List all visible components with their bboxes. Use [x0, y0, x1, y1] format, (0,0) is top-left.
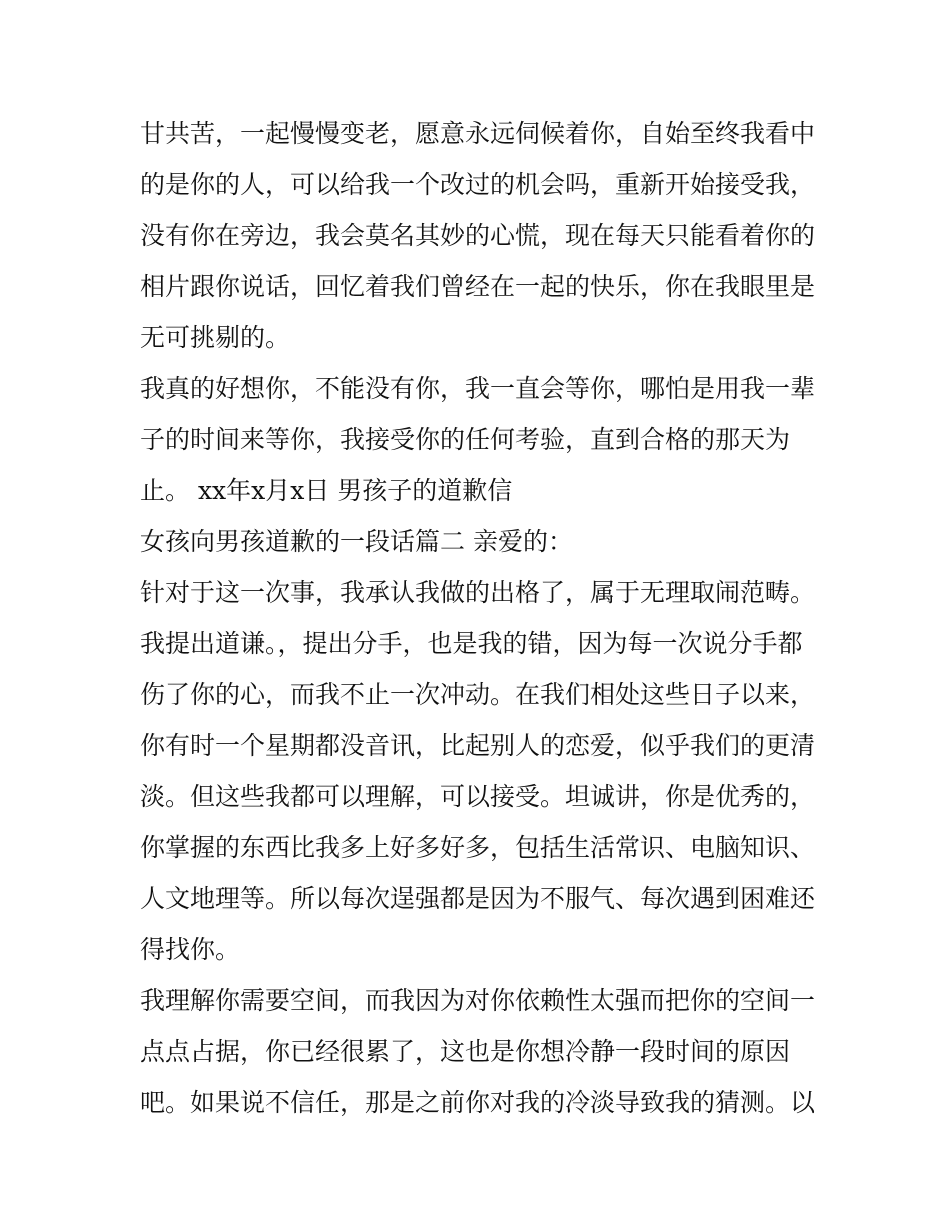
- text-line: 的是你的人，可以给我一个改过的机会吗，重新开始接受我，: [140, 170, 816, 199]
- text-line: 你有时一个星期都没音讯，比起别人的恋爱，似乎我们的更清: [140, 731, 816, 760]
- text-line: 人文地理等。所以每次逞强都是因为不服气、每次遇到困难还: [140, 884, 816, 913]
- text-line: 你掌握的东西比我多上好多好多，包括生活常识、电脑知识、: [140, 833, 816, 862]
- text-line: 针对于这一次事，我承认我做的出格了，属于无理取闹范畴。: [140, 578, 816, 607]
- text-line: 点点占据，你已经很累了，这也是你想冷静一段时间的原因: [140, 1037, 791, 1066]
- text-line: 甘共苦，一起慢慢变老，愿意永远伺候着你，自始至终我看中: [140, 119, 816, 148]
- text-line: 无可挑剔的。: [140, 323, 291, 352]
- text-line: 子的时间来等你，我接受你的任何考验，直到合格的那天为: [140, 425, 791, 454]
- text-line: 我真的好想你，不能没有你，我一直会等你，哪怕是用我一辈: [140, 374, 816, 403]
- text-line: 我理解你需要空间，而我因为对你依赖性太强而把你的空间一: [140, 986, 816, 1015]
- text-line: 止。 xx年x月x日 男孩子的道歉信: [140, 476, 513, 505]
- section-heading: 女孩向男孩道歉的一段话篇二 亲爱的：: [140, 527, 573, 556]
- text-line: 没有你在旁边，我会莫名其妙的心慌，现在每天只能看着你的: [140, 221, 816, 250]
- text-line: 吧。如果说不信任，那是之前你对我的冷淡导致我的猜测。以: [140, 1088, 816, 1117]
- text-line: 我提出道谦。，提出分手，也是我的错，因为每一次说分手都: [140, 629, 803, 658]
- text-line: 相片跟你说话，回忆着我们曾经在一起的快乐，你在我眼里是: [140, 272, 816, 301]
- text-line: 淡。但这些我都可以理解，可以接受。坦诚讲，你是优秀的，: [140, 782, 816, 811]
- text-line: 伤了你的心，而我不止一次冲动。在我们相处这些日子以来，: [140, 680, 816, 709]
- body-text: [140, 108, 820, 1128]
- text-line: 得找你。: [140, 935, 241, 964]
